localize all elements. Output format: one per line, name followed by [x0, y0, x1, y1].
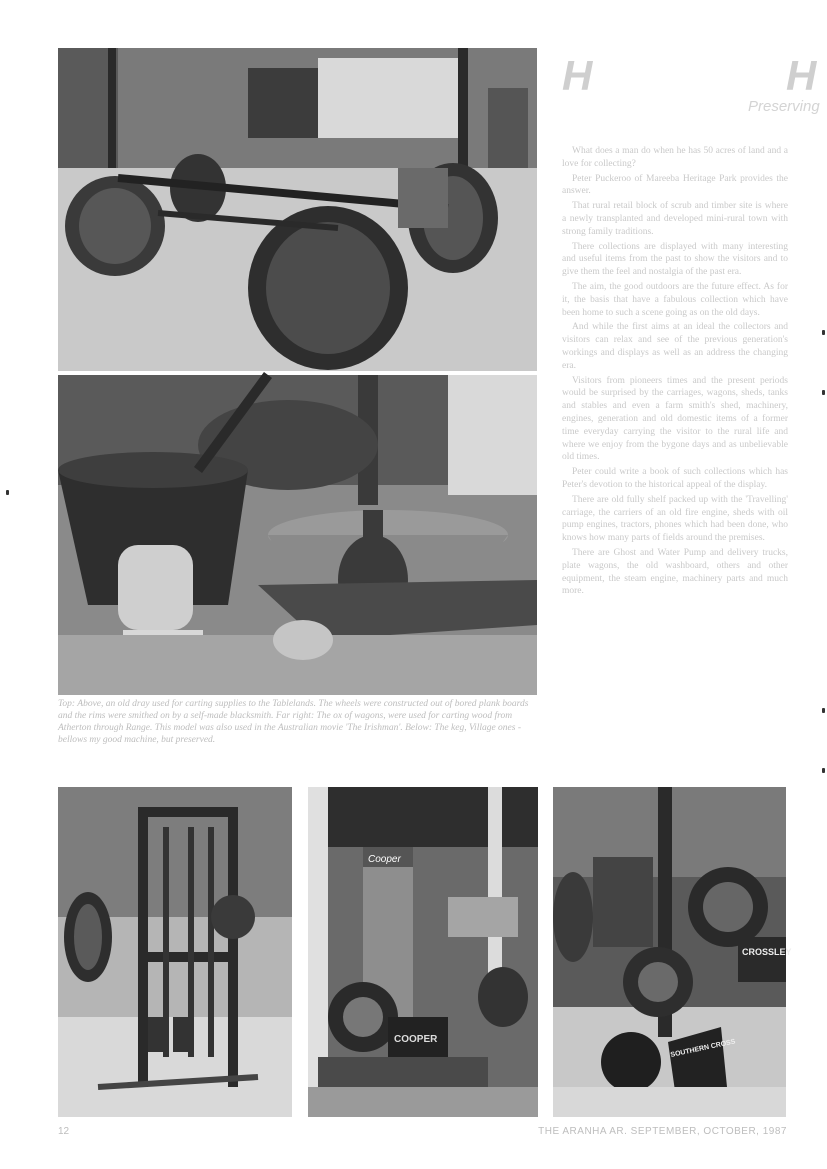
margin-mark	[6, 490, 9, 495]
margin-mark	[822, 708, 825, 713]
margin-mark	[822, 330, 825, 335]
photo-pots	[58, 375, 537, 695]
southern-cross-label: SOUTHERN CROSS	[669, 1038, 737, 1059]
article-body	[562, 145, 788, 600]
photo-cooper-engine	[308, 787, 538, 1117]
article-paragraph: There are old fully shelf packed up with the 'Travelling' carriage, the carriers of an old fire engine, sheds with oil pump engines, tractors, phones which had been done, who knows how many parts of fields around the premises.	[562, 494, 788, 544]
article-paragraph: There collections are displayed with many interesting and useful items from the past to show the visitors and to give them the feel and nostalgia of the past era.	[562, 241, 788, 278]
cooper-label-plate: COOPER	[394, 1034, 438, 1045]
article-heading-left: H	[562, 52, 593, 99]
article-paragraph: Visitors from pioneers times and the present periods would be surprised by the carriages, wagons, sheds, tanks and stables and even a farm smith's shed, machinery, engines, generation and old domestic items of a former time everyday carrying the visitor to the rural life and where we enjoy from the bygone days and as unbelievable old times.	[562, 375, 788, 463]
cooper-label-top: Cooper	[368, 854, 401, 865]
photo-cart	[58, 48, 537, 371]
article-subheading: Preserving	[748, 98, 820, 115]
article-paragraph: What does a man do when he has 50 acres of land and a love for collecting?	[562, 146, 788, 169]
page-footer: THE ARANHA AR. SEPTEMBER, OCTOBER, 1987	[538, 1126, 787, 1137]
article-paragraph: Peter Puckeroo of Mareeba Heritage Park provides the answer.	[562, 173, 788, 197]
article-paragraph: There are Ghost and Water Pump and delivery trucks, plate wagons, the old washboard, others and other equipment, the steam engine, machinery parts and much more.	[562, 547, 788, 597]
photo-crossley-engine	[553, 787, 792, 1117]
page-number: 12	[58, 1126, 70, 1137]
article-paragraph: And while the first aims at an ideal the collectors and visitors can relax and see of the previous generation's workings and displays as well as an address the changing era.	[562, 322, 788, 371]
margin-mark	[822, 768, 825, 773]
article-paragraph: The aim, the good outdoors are the future effect. As for it, the basis that have a fabulous collection which have been home to such a scene going as on the old days.	[562, 281, 788, 318]
crossley-label: CROSSLEY	[742, 947, 792, 957]
photo-caption: Top: Above, an old dray used for carting supplies to the Tablelands. The wheels were constructed out of bored plank boards and the rims were smithed on by a self-made blacksmith. Far right: The ox of wagons, were used for carting wood from Atherton through Range. This model was also used in the Australian movie 'The Irishman'. Below: The keg, Village ones - bellows my good machine, but preserved.	[58, 699, 529, 745]
photo-press	[58, 787, 292, 1117]
margin-mark	[822, 390, 825, 395]
article-heading-right: H	[786, 52, 817, 99]
article-paragraph: That rural retail block of scrub and timber site is where a newly transplanted and developed mini-rural town with strong family traditions.	[562, 201, 788, 237]
article-paragraph: Peter could write a book of such collections which has Peter's devotion to the historical appeal of the display.	[562, 467, 788, 490]
